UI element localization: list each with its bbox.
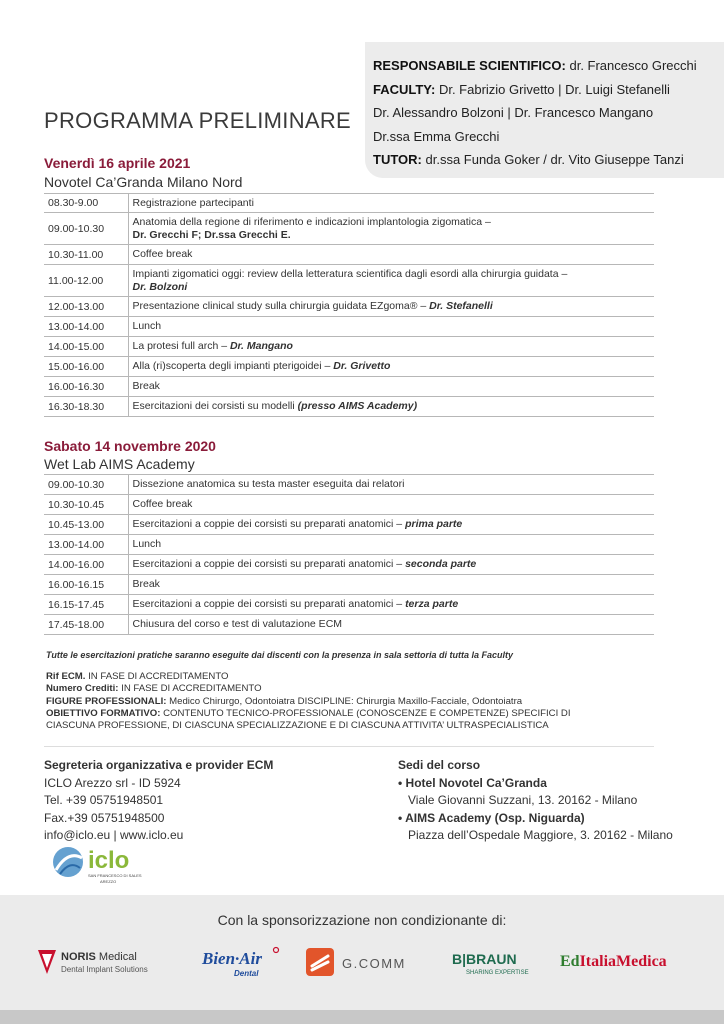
bottom-bar [0,1010,724,1024]
figure-line: FIGURE PROFESSIONALI: Medico Chirurgo, Odontoiatra DISCIPLINE: Chirurgia Maxillo-Facciale, Odontoiatra [46,695,523,707]
time-cell: 17.45-18.00 [44,615,128,635]
desc-cell: Impianti zigomatici oggi: review della letteratura scientifica dagli esordi alla chirurgia guidata – Dr. Bolzoni [128,265,654,297]
svg-text:Bien·Air: Bien·Air [202,949,262,968]
table-row [44,475,654,495]
practice-note: Tutte le esercitazioni pratiche saranno eseguite dai discenti con la presenza in sala settoria di tutta la Faculty [46,650,513,660]
time-cell: 15.00-16.00 [44,357,128,377]
tutor-line: TUTOR: dr.ssa Funda Goker / dr. Vito Giuseppe Tanzi [373,152,684,167]
sedi-heading: Sedi del corso [398,758,481,772]
bien-air-logo [200,944,285,980]
day2-date: Sabato 14 novembre 2020 [44,438,216,454]
time-cell: 13.00-14.00 [44,535,128,555]
desc-cell: Lunch [128,317,654,337]
time-cell: 10.30-10.45 [44,495,128,515]
desc-cell: Break [128,575,654,595]
noris-medical-logo [38,944,178,980]
desc-cell: Esercitazioni dei corsisti su modelli (presso AIMS Academy) [128,397,654,417]
sponsor-heading: Con la sponsorizzazione non condizionante di: [217,912,507,928]
desc-cell: Presentazione clinical study sulla chirurgia guidata EZgoma® – Dr. Stefanelli [128,297,654,317]
desc-cell: Lunch [128,535,654,555]
table-row [44,245,654,265]
time-cell: 16.15-17.45 [44,595,128,615]
faculty-line-1: FACULTY: Dr. Fabrizio Grivetto | Dr. Luigi Stefanelli [373,81,670,97]
table-row [44,337,654,357]
svg-text:SHARING EXPERTISE: SHARING EXPERTISE [466,970,529,976]
faculty-line-2: Dr. Alessandro Bolzoni | Dr. Francesco Mangano [373,105,654,120]
table-row [44,357,654,377]
table-row [44,397,654,417]
svg-text:G.COMM: G.COMM [342,956,406,971]
svg-text:Dental: Dental [234,969,259,978]
svg-text:EdItaliaMedica: EdItaliaMedica [560,953,667,970]
desc-cell: Chiusura del corso e test di valutazione ECM [128,615,654,635]
table-row [44,213,654,245]
table-row [44,515,654,535]
desc-cell: Anatomia della regione di riferimento e indicazioni implantologia zigomatica – Dr. Grecchi F; Dr.ssa Grecchi E. [128,213,654,245]
segreteria-company: ICLO Arezzo srl - ID 5924 [44,775,181,790]
obiettivo-line: OBIETTIVO FORMATIVO: CONTENUTO TECNICO-PROFESSIONALE (CONOSCENZE E COMPETENZE) SPECIFICI DI [46,707,571,719]
table-row [44,575,654,595]
desc-cell: Dissezione anatomica su testa master eseguita dai relatori [128,475,654,495]
sede-1-address: Viale Giovanni Suzzani, 13. 20162 - Milano [408,793,638,807]
rif-ecm-line: Rif ECM. IN FASE DI ACCREDITAMENTO [46,671,229,682]
desc-cell: Break [128,377,654,397]
desc-cell: Registrazione partecipanti [128,194,654,213]
time-cell: 16.30-18.30 [44,397,128,417]
table-row [44,297,654,317]
divider [44,746,654,747]
time-cell: 14.00-16.00 [44,555,128,575]
table-row [44,595,654,615]
time-cell: 10.45-13.00 [44,515,128,535]
time-cell: 10.30-11.00 [44,245,128,265]
crediti-line: Numero Crediti: IN FASE DI ACCREDITAMENTO [46,683,262,695]
desc-cell: Esercitazioni a coppie dei corsisti su preparati anatomici – prima parte [128,515,654,535]
time-cell: 16.00-16.30 [44,377,128,397]
segreteria-block [44,757,273,845]
table-row [44,535,654,555]
ecm-info [46,671,666,732]
page-title: PROGRAMMA PRELIMINARE [44,108,352,133]
desc-cell: Coffee break [128,495,654,515]
time-cell: 14.00-15.00 [44,337,128,357]
responsabile-line: RESPONSABILE SCIENTIFICO: dr. Francesco Grecchi [373,58,697,73]
editalia-medica-logo [558,944,690,980]
day1-date: Venerdì 16 aprile 2021 [44,155,191,171]
table-row [44,377,654,397]
desc-cell: Esercitazioni a coppie dei corsisti su preparati anatomici – terza parte [128,595,654,615]
svg-text:NORIS Medical: NORIS Medical [61,951,137,963]
segreteria-fax: Fax.+39 05751948500 [44,810,165,825]
sede-2-address: Piazza dell’Ospedale Maggiore, 3. 20162 - Milano [408,828,673,842]
obiettivo-line-2: CIASCUNA PROFESSIONE, DI CIASCUNA SPECIALIZZAZIONE E DI CIASCUNA ATTIVITA’ ULTRASPECIALISTICA [46,720,549,732]
faculty-line-3: Dr.ssa Emma Grecchi [373,128,500,144]
desc-cell: Alla (ri)scoperta degli impianti pterigoidei – Dr. Grivetto [128,357,654,377]
time-cell: 16.00-16.15 [44,575,128,595]
svg-text:iclo: iclo [88,847,130,874]
table-row [44,495,654,515]
time-cell: 12.00-13.00 [44,297,128,317]
table-row [44,317,654,337]
day2-venue: Wet Lab AIMS Academy [44,456,195,472]
table-row [44,265,654,297]
segreteria-tel: Tel. +39 05751948501 [44,793,164,807]
gcomm-logo [306,944,426,980]
day2-schedule-table [44,474,654,635]
segreteria-contacts[interactable]: info@iclo.eu | www.iclo.eu [44,828,184,842]
time-cell: 13.00-14.00 [44,317,128,337]
desc-cell: Esercitazioni a coppie dei corsisti su preparati anatomici – seconda parte [128,555,654,575]
time-cell: 08.30-9.00 [44,194,128,213]
desc-cell: La protesi full arch – Dr. Mangano [128,337,654,357]
time-cell: 09.00-10.30 [44,475,128,495]
desc-cell: Coffee break [128,245,654,265]
day1-venue: Novotel Ca’Granda Milano Nord [44,174,243,190]
iclo-logo [48,840,142,890]
bbraun-logo [450,944,540,980]
svg-text:Dental Implant Solutions: Dental Implant Solutions [61,965,148,974]
segreteria-heading: Segreteria organizzativa e provider ECM [44,758,274,772]
svg-text:B|BRAUN: B|BRAUN [452,951,517,967]
time-cell: 11.00-12.00 [44,265,128,297]
sedi-block [398,757,673,845]
time-cell: 09.00-10.30 [44,213,128,245]
sede-1-name: • Hotel Novotel Ca’Granda [398,775,547,790]
svg-text:SAN FRANCESCO DI SALES: SAN FRANCESCO DI SALES [88,873,142,878]
table-row [44,615,654,635]
sede-2-name: • AIMS Academy (Osp. Niguarda) [398,810,585,825]
table-row [44,194,654,213]
day1-schedule-table [44,193,654,417]
faculty-box [365,42,724,178]
table-row [44,555,654,575]
svg-text:AREZZO: AREZZO [100,879,117,884]
